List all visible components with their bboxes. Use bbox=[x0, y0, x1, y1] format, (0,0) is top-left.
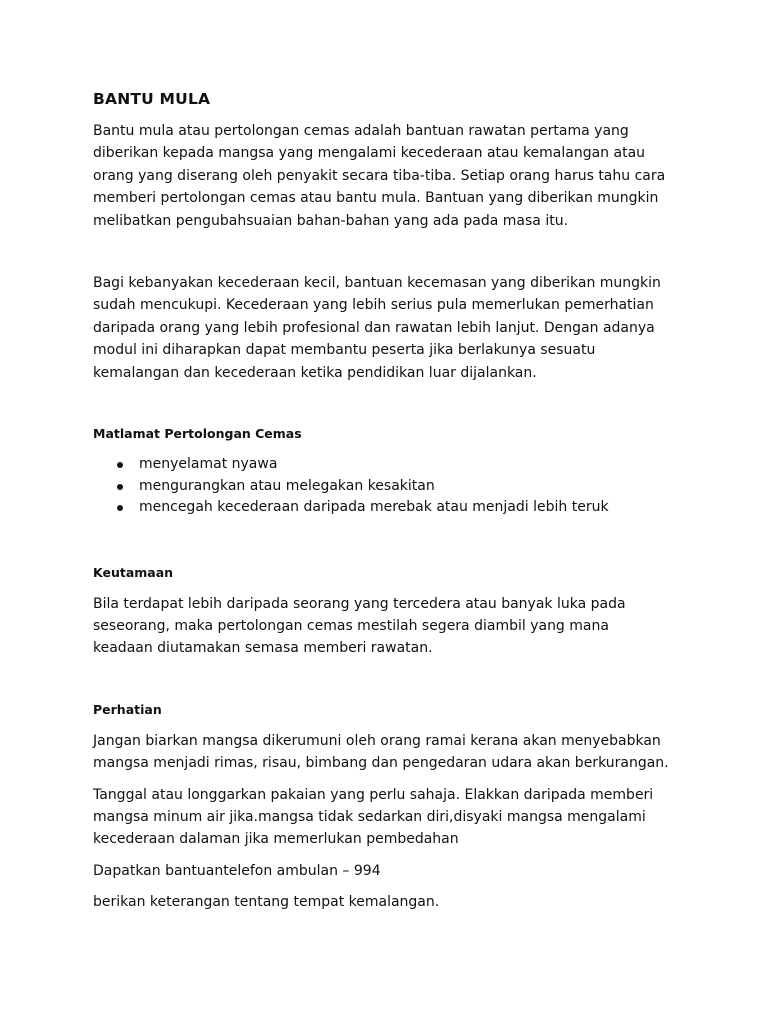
matlamat-list bbox=[93, 454, 693, 519]
document-page bbox=[93, 90, 693, 914]
intro-paragraph-2: Bagi kebanyakan kecederaan kecil, bantuan kecemasan yang diberikan mungkin sudah mencukupi. Kecederaan yang lebih serius pula memerlukan pemerhatian daripada orang yang lebih profesional dan rawatan lebih lanjut. Dengan adanya modul ini diharapkan dapat membantu peserta jika berlakunya sesuatu kemalangan dan kecederaan ketika pendidikan luar dijalankan. bbox=[93, 275, 661, 381]
list-item: menyelamat nyawa bbox=[139, 454, 693, 476]
perhatian-paragraph-4: berikan keterangan tentang tempat kemalangan. bbox=[93, 894, 440, 911]
section-heading-keutamaan: Keutamaan bbox=[93, 564, 174, 580]
section-heading-matlamat: Matlamat Pertolongan Cemas bbox=[93, 426, 302, 442]
section-heading-perhatian: Perhatian bbox=[93, 701, 162, 717]
perhatian-paragraph-3: Dapatkan bantuantelefon ambulan – 994 bbox=[93, 862, 381, 879]
list-item: mencegah kecederaan daripada merebak atau menjadi lebih teruk bbox=[139, 497, 693, 519]
list-item: mengurangkan atau melegakan kesakitan bbox=[139, 476, 693, 498]
keutamaan-paragraph: Bila terdapat lebih daripada seorang yang tercedera atau banyak luka pada seseorang, maka pertolongan cemas mestilah segera diambil yang mana keadaan diutamakan semasa memberi rawatan. bbox=[93, 595, 626, 657]
perhatian-paragraph-2: Tanggal atau longgarkan pakaian yang perlu sahaja. Elakkan daripada memberi mangsa minum air jika.mangsa tidak sedarkan diri,disyaki mangsa mengalami kecederaan dalaman jika memerlukan pembedahan bbox=[93, 786, 654, 848]
intro-paragraph-1: Bantu mula atau pertolongan cemas adalah bantuan rawatan pertama yang diberikan kepada mangsa yang mengalami kecederaan atau kemalangan atau orang yang diserang oleh penyakit secara tiba-tiba. Setiap orang harus tahu cara memberi pertolongan cemas atau bantu mula. Bantuan yang diberikan mungkin melibatkan pengubahsuaian bahan-bahan yang ada pada masa itu. bbox=[93, 123, 666, 229]
perhatian-paragraph-1: Jangan biarkan mangsa dikerumuni oleh orang ramai kerana akan menyebabkan mangsa menjadi rimas, risau, bimbang dan pengedaran udara akan berkurangan. bbox=[93, 732, 669, 772]
document-title: BANTU MULA bbox=[93, 90, 211, 108]
